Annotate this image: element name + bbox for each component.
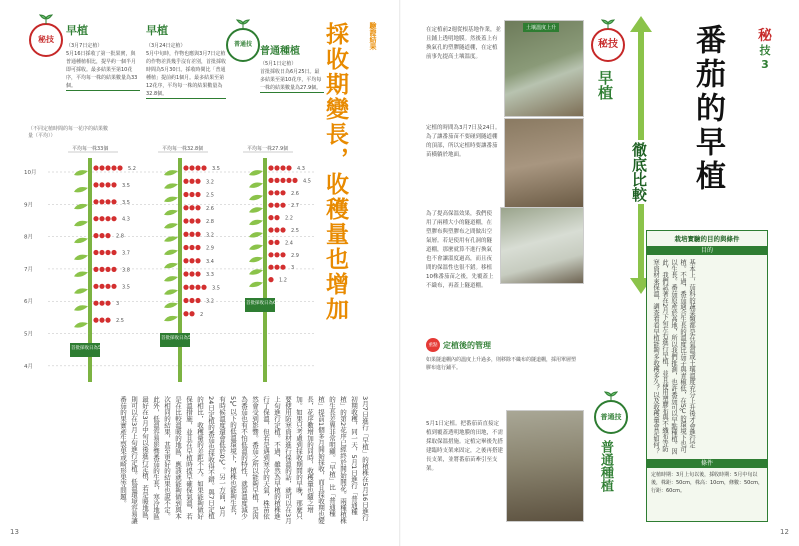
secret-badge-early-1: 秘技 xyxy=(29,23,63,57)
leaf-mark xyxy=(249,170,263,175)
truss-value-label: 3.2 xyxy=(206,298,214,305)
tomato-mark xyxy=(274,178,279,183)
tomato-mark xyxy=(268,203,273,208)
leaf-mark xyxy=(249,245,263,250)
tomato-mark xyxy=(189,218,194,223)
secret-badge-early: 秘 技 xyxy=(591,28,625,62)
secret-tip-badge xyxy=(748,28,782,86)
condition-label: 條件 xyxy=(647,459,767,468)
page-spine xyxy=(399,0,401,546)
leaf-mark xyxy=(74,204,88,209)
series-avg-label: 平均每一株32.8個 xyxy=(162,146,204,152)
bottom-variety-marker xyxy=(594,400,628,434)
leaf-mark xyxy=(74,238,88,243)
tomato-mark xyxy=(99,301,104,306)
tomato-mark xyxy=(189,271,194,276)
fruit-chart xyxy=(20,142,320,392)
tomato-mark xyxy=(195,205,200,210)
leaf-mark xyxy=(164,289,178,294)
tomato-mark xyxy=(201,165,206,170)
photo-planting-seedling xyxy=(504,118,584,208)
tomato-mark xyxy=(274,252,279,257)
right-page-number: 12 xyxy=(780,528,789,536)
truss-value-label: 3.2 xyxy=(206,232,214,239)
truss-value-label: 3 xyxy=(116,301,120,308)
tomato-mark xyxy=(280,252,285,257)
tomato-mark xyxy=(99,318,104,323)
tomato-mark xyxy=(268,252,273,257)
leaf-mark xyxy=(249,220,263,225)
purpose-text: 基本上，茄科的蔬菜類都是在氣溫或土壤溫度充分上升後才會進行定植。不過，番茄適合生長的溫度比茄子與青椒低，在5℃的環境下也可以生長。番茄原產於高地，所以我們推測，也許番茄可以早點種植。因此，我們試著在2月下旬左右進行早植，並且使用塑膠布與不織布等防寒資材來保溫，調查看看早植能夠多收穫多久？以及收穫量會是如何？ xyxy=(652,259,695,455)
truss-value-label: 3.4 xyxy=(206,258,214,265)
tomato-mark xyxy=(274,265,279,270)
tomato-mark xyxy=(111,182,116,187)
variety-3-note: （5月1日定植） 首批採收日為6月25日。最多結果至第10花序，平均每一株的結果數量為27.9個。 xyxy=(260,60,324,93)
tomato-mark xyxy=(274,203,279,208)
tomato-mark xyxy=(93,182,98,187)
tomato-mark xyxy=(195,285,200,290)
truss-value-label: 3.7 xyxy=(122,250,130,257)
badge-char2: 技 xyxy=(759,44,771,57)
photo-text-3: 為了提高保溫效果，我們使用了兩種大小的隧道棚，在塑膠布與塑膠布之間做出空氣層。若是使用有孔洞的隧道棚，那麼就算不進行換氣也不會讓溫度過高，而且夜間的保溫性也很不錯。移植10株番茄苗之後，先覆蓋上不織布，再蓋上隧道棚。 xyxy=(426,211,494,289)
leaf-mark xyxy=(164,303,178,308)
variety-2-note: （3月24日定植） 5月中旬時，作物也應與3月7日定植的作物差異幾乎沒有差別，首批採收時間為5月30日。採收時間比「普通種植」提前約1個月。最多結果至第12花序，平均每一株的結果數量為32.8個。 xyxy=(146,43,227,97)
truss-value-label: 2.6 xyxy=(291,190,299,197)
leaf-mark xyxy=(74,187,88,192)
truss-value-label: 2.2 xyxy=(285,215,293,222)
tomato-mark xyxy=(99,216,104,221)
tomato-mark xyxy=(183,218,188,223)
tomato-mark xyxy=(286,178,291,183)
variety-1-marker xyxy=(29,23,63,57)
normal-badge-3: 普通技 xyxy=(226,28,260,62)
tomato-mark xyxy=(280,265,285,270)
tomato-mark xyxy=(93,284,98,289)
tomato-mark xyxy=(195,245,200,250)
y-tick-label: 9月 xyxy=(24,202,33,209)
tomato-mark xyxy=(93,216,98,221)
tomato-mark xyxy=(105,233,110,238)
truss-value-label: 2.7 xyxy=(291,203,299,210)
y-tick-label: 4月 xyxy=(24,363,33,370)
chart-title: （不同定植時間的每一花序的結果數量（平均）） xyxy=(28,126,109,139)
leaf-mark xyxy=(164,236,178,241)
tomato-mark xyxy=(105,318,110,323)
tomato-mark xyxy=(189,179,194,184)
badge-char1: 秘 xyxy=(758,28,772,44)
leaf-mark xyxy=(74,255,88,260)
tomato-mark xyxy=(105,199,110,204)
tomato-mark xyxy=(111,284,116,289)
tomato-mark xyxy=(183,298,188,303)
truss-value-label: 2.5 xyxy=(291,228,299,234)
leaf-mark xyxy=(74,170,88,175)
first-harvest-label: 首批採收日為5月16日 xyxy=(71,346,116,351)
tomato-mark xyxy=(93,199,98,204)
leaf-mark xyxy=(74,288,88,293)
thorough-comparison-label: 徹底比較 xyxy=(630,142,648,202)
series-avg-label: 平均每一株27.9個 xyxy=(247,146,289,152)
tomato-mark xyxy=(93,318,98,323)
variety-3-name: 普通種植 xyxy=(260,46,300,57)
truss-value-label: 4.3 xyxy=(297,166,305,172)
sprout-icon xyxy=(604,391,618,401)
variety-1-note: （3月7日定植） 5月16日採收了第一批果實，與普通種植相比，提早約一個半月即可採收。最多結果至第10花序，平均每一株的結果數量為33個。 xyxy=(66,42,140,91)
left-page-number: 13 xyxy=(10,528,19,536)
tomato-mark xyxy=(105,165,110,170)
truss-value-label: 3 xyxy=(291,265,295,272)
tomato-mark xyxy=(268,227,273,232)
point-label: 重點 xyxy=(426,338,440,352)
plant-stem xyxy=(178,158,182,382)
tomato-mark xyxy=(189,245,194,250)
result-headline: 採收期變長，收穫量也增加 xyxy=(322,22,348,322)
tomato-mark xyxy=(93,165,98,170)
tomato-mark xyxy=(195,218,200,223)
variety-2-name: 早植 xyxy=(146,24,168,37)
tomato-mark xyxy=(189,205,194,210)
tomato-mark xyxy=(274,215,279,220)
leaf-mark xyxy=(74,221,88,226)
variety-1-name: 早植 xyxy=(66,24,88,37)
leaf-mark xyxy=(164,197,178,202)
tomato-mark xyxy=(99,199,104,204)
photo-text-2: 定植的時間為3月7日及24日。為了讓番茄苗不要碰到隧道棚的頂部，所以定植時要讓番茄苗橫躺於地面。 xyxy=(426,125,501,158)
truss-value-label: 4.5 xyxy=(303,178,311,185)
tomato-mark xyxy=(105,267,110,272)
tomato-mark xyxy=(280,203,285,208)
tomato-mark xyxy=(189,298,194,303)
tomato-mark xyxy=(268,240,273,245)
result-subhead: 驗證結果 xyxy=(369,22,377,50)
photo-text-4: 5月1日定植。把番茄苗直接定植到覆蓋透明地膜的田地，不需採取保溫措施。定植完畢後先搭建臨時支架來固定，之後再搭建長支架，並將番茄苗牽引至支架。 xyxy=(426,421,504,472)
tomato-mark xyxy=(195,232,200,237)
tomato-mark xyxy=(183,271,188,276)
photo-normal-planting xyxy=(506,410,584,522)
y-tick-label: 10月 xyxy=(24,170,37,176)
leaf-mark xyxy=(249,183,263,188)
truss-value-label: 3.5 xyxy=(212,285,220,292)
tomato-mark xyxy=(93,250,98,255)
page-title: 番茄的早植 xyxy=(690,24,725,194)
tomato-mark xyxy=(268,178,273,183)
photo-text-1: 在定植前2週從根基地作業，並且鋪上透明地膜。然後蓋上有換氣孔的塑膠隧道棚，在定植前事先提高土壤溫度。 xyxy=(426,27,502,60)
tomato-mark xyxy=(268,165,273,170)
top-variety-marker xyxy=(591,28,625,62)
tomato-mark xyxy=(93,233,98,238)
leaf-mark xyxy=(164,170,178,175)
top-variety-label: 早植 xyxy=(596,70,614,100)
tomato-mark xyxy=(286,165,291,170)
tomato-mark xyxy=(111,216,116,221)
tomato-mark xyxy=(274,165,279,170)
truss-value-label: 2.8 xyxy=(206,219,214,225)
plant-stem xyxy=(263,158,267,382)
truss-value-label: 3.2 xyxy=(206,179,214,186)
purpose-label: 目的 xyxy=(647,246,767,255)
leaf-mark xyxy=(164,276,178,281)
y-tick-label: 5月 xyxy=(24,331,33,338)
tomato-mark xyxy=(292,178,297,183)
tomato-mark xyxy=(274,227,279,232)
tomato-mark xyxy=(189,311,194,316)
tomato-mark xyxy=(280,227,285,232)
truss-value-label: 2.5 xyxy=(206,192,214,199)
leaf-mark xyxy=(164,183,178,188)
tomato-mark xyxy=(183,205,188,210)
tomato-mark xyxy=(189,165,194,170)
first-harvest-label: 首批採收日為6月25日 xyxy=(246,301,291,306)
tomato-mark xyxy=(99,233,104,238)
truss-value-label: 3.3 xyxy=(206,272,214,278)
leaf-mark xyxy=(164,210,178,215)
truss-value-label: 3.5 xyxy=(122,284,130,291)
tomato-mark xyxy=(117,165,122,170)
variety-3-marker xyxy=(226,28,260,62)
tomato-mark xyxy=(99,182,104,187)
tomato-mark xyxy=(105,301,110,306)
tomato-mark xyxy=(183,165,188,170)
tomato-mark xyxy=(111,250,116,255)
sprout-icon xyxy=(601,19,615,29)
leaf-mark xyxy=(249,269,263,274)
photo-mulch-tunnel xyxy=(504,20,584,117)
tomato-mark xyxy=(280,178,285,183)
tomato-mark xyxy=(99,284,104,289)
truss-value-label: 3.5 xyxy=(122,182,130,189)
tomato-mark xyxy=(105,216,110,221)
tomato-mark xyxy=(183,285,188,290)
leaf-mark xyxy=(74,322,88,327)
y-tick-label: 6月 xyxy=(24,299,33,306)
tomato-mark xyxy=(195,271,200,276)
leaf-mark xyxy=(164,250,178,255)
tomato-mark xyxy=(189,192,194,197)
tomato-mark xyxy=(183,245,188,250)
leaf-mark xyxy=(249,282,263,287)
truss-value-label: 3.5 xyxy=(212,166,220,172)
tomato-mark xyxy=(99,165,104,170)
normal-badge: 普通技 xyxy=(594,400,628,434)
soil-warming-tag: 土壤溫度上升 xyxy=(523,23,559,32)
tomato-mark xyxy=(111,165,116,170)
tomato-mark xyxy=(189,258,194,263)
tomato-mark xyxy=(93,267,98,272)
tomato-mark xyxy=(99,250,104,255)
y-tick-label: 7月 xyxy=(24,266,33,273)
tomato-mark xyxy=(189,232,194,237)
leaf-mark xyxy=(249,195,263,200)
management-text: 如果隧道棚內的溫度上升過多，則移除不織布的隧道棚，採用單層塑膠布進行鋪平。 xyxy=(426,357,577,371)
leaf-mark xyxy=(164,263,178,268)
tomato-mark xyxy=(195,179,200,184)
tomato-mark xyxy=(268,265,273,270)
leaf-mark xyxy=(74,305,88,310)
tomato-mark xyxy=(195,258,200,263)
tomato-mark xyxy=(268,277,273,282)
leaf-mark xyxy=(164,223,178,228)
management-title: 定植後的管理 xyxy=(443,340,491,350)
tomato-mark xyxy=(105,250,110,255)
tomato-mark xyxy=(268,190,273,195)
truss-value-label: 3.5 xyxy=(122,199,130,206)
tomato-mark xyxy=(105,284,110,289)
leaf-mark xyxy=(164,316,178,321)
tomato-mark xyxy=(274,240,279,245)
leaf-mark xyxy=(249,257,263,262)
tomato-mark xyxy=(280,165,285,170)
tomato-mark xyxy=(111,267,116,272)
truss-value-label: 3.8 xyxy=(122,267,130,274)
first-harvest-label: 首批採收日為5月30日 xyxy=(161,336,206,341)
management-note xyxy=(426,338,576,372)
condition-text: 定植時期：3月上旬以後，採收時期：5月中旬以後，株距：50cm，株高：10cm，條數：50cm，行距：60cm。 xyxy=(651,472,763,494)
badge-number: 3 xyxy=(761,58,769,71)
truss-value-label: 2.8 xyxy=(116,233,124,240)
truss-value-label: 1.2 xyxy=(279,277,287,284)
truss-value-label: 2.4 xyxy=(285,240,293,247)
truss-value-label: 2.6 xyxy=(206,205,214,212)
tomato-mark xyxy=(111,199,116,204)
tomato-mark xyxy=(93,301,98,306)
tomato-mark xyxy=(183,311,188,316)
tomato-mark xyxy=(183,232,188,237)
tomato-mark xyxy=(99,267,104,272)
tomato-mark xyxy=(268,215,273,220)
leaf-mark xyxy=(249,207,263,212)
body-text: 3月7日進行「早植」的植株在5月16日進行初期收穫，同一天，5月1日進行「普通種植」的第2花序已經終於開始開花。兩種植株的生長差異非常明顯。「早植」比「普通種植」提前1個多月開始採收，而且採收期也變長，花序數增加的同時，收穫量也隨之增加。如果只考慮到採收期間的早晚，那麼只要使用防寒資材進行保溫的話，就可以在3月上旬進行定植。不過，雖然為早植的植株進行了保溫，但若是遇到寒冷的天氣，株苗依然會受到影響。番茄之所以能夠早植，是因為番茄也有不怕低溫的特性，就算溫度減少5℃以下的低溫環境下，植株也能夠生長，有時候溫度還會低於0℃。另一方面，3月24日定植的番茄也採收得不錯。與7日定植的相比，收穫量的差距不大。如果能夠做好保溫措施，並且在早植時提早確保氣溫，若是在比較溫暖的地區，應該就能夠做到與本次相同的結果，甚至更好的結果也說不定。此外，低溫容易影響番茄的生長，寒冷地區最好在3月中旬以後進行定植，若是暖地區，則可以在3月上旬進行定植。低溫環境容易讓番茄的果實產生裂果或畸形果等問題。 xyxy=(119,396,369,524)
tomato-mark xyxy=(195,298,200,303)
truss-value-label: 2 xyxy=(200,311,204,318)
tomato-mark xyxy=(195,192,200,197)
experiment-box-title: 栽培實驗的目的與條件 xyxy=(674,235,740,243)
sprout-icon xyxy=(39,14,53,24)
y-tick-label: 8月 xyxy=(24,234,33,241)
tomato-mark xyxy=(183,258,188,263)
truss-value-label: 2.9 xyxy=(206,245,214,252)
truss-value-label: 2.5 xyxy=(116,318,124,325)
experiment-box xyxy=(646,230,768,522)
truss-value-label: 4.3 xyxy=(122,216,130,223)
leaf-mark xyxy=(74,272,88,277)
truss-value-label: 2.9 xyxy=(291,252,299,259)
sprout-icon xyxy=(236,19,250,29)
tomato-mark xyxy=(183,179,188,184)
series-avg-label: 平均每一株33個 xyxy=(72,146,109,152)
tomato-mark xyxy=(183,192,188,197)
bottom-variety-label: 普通種植 xyxy=(598,440,613,492)
tomato-mark xyxy=(189,285,194,290)
tomato-mark xyxy=(280,190,285,195)
truss-value-label: 5.2 xyxy=(128,166,136,172)
tomato-mark xyxy=(105,182,110,187)
tomato-mark xyxy=(201,285,206,290)
tomato-mark xyxy=(274,190,279,195)
tomato-mark xyxy=(195,165,200,170)
